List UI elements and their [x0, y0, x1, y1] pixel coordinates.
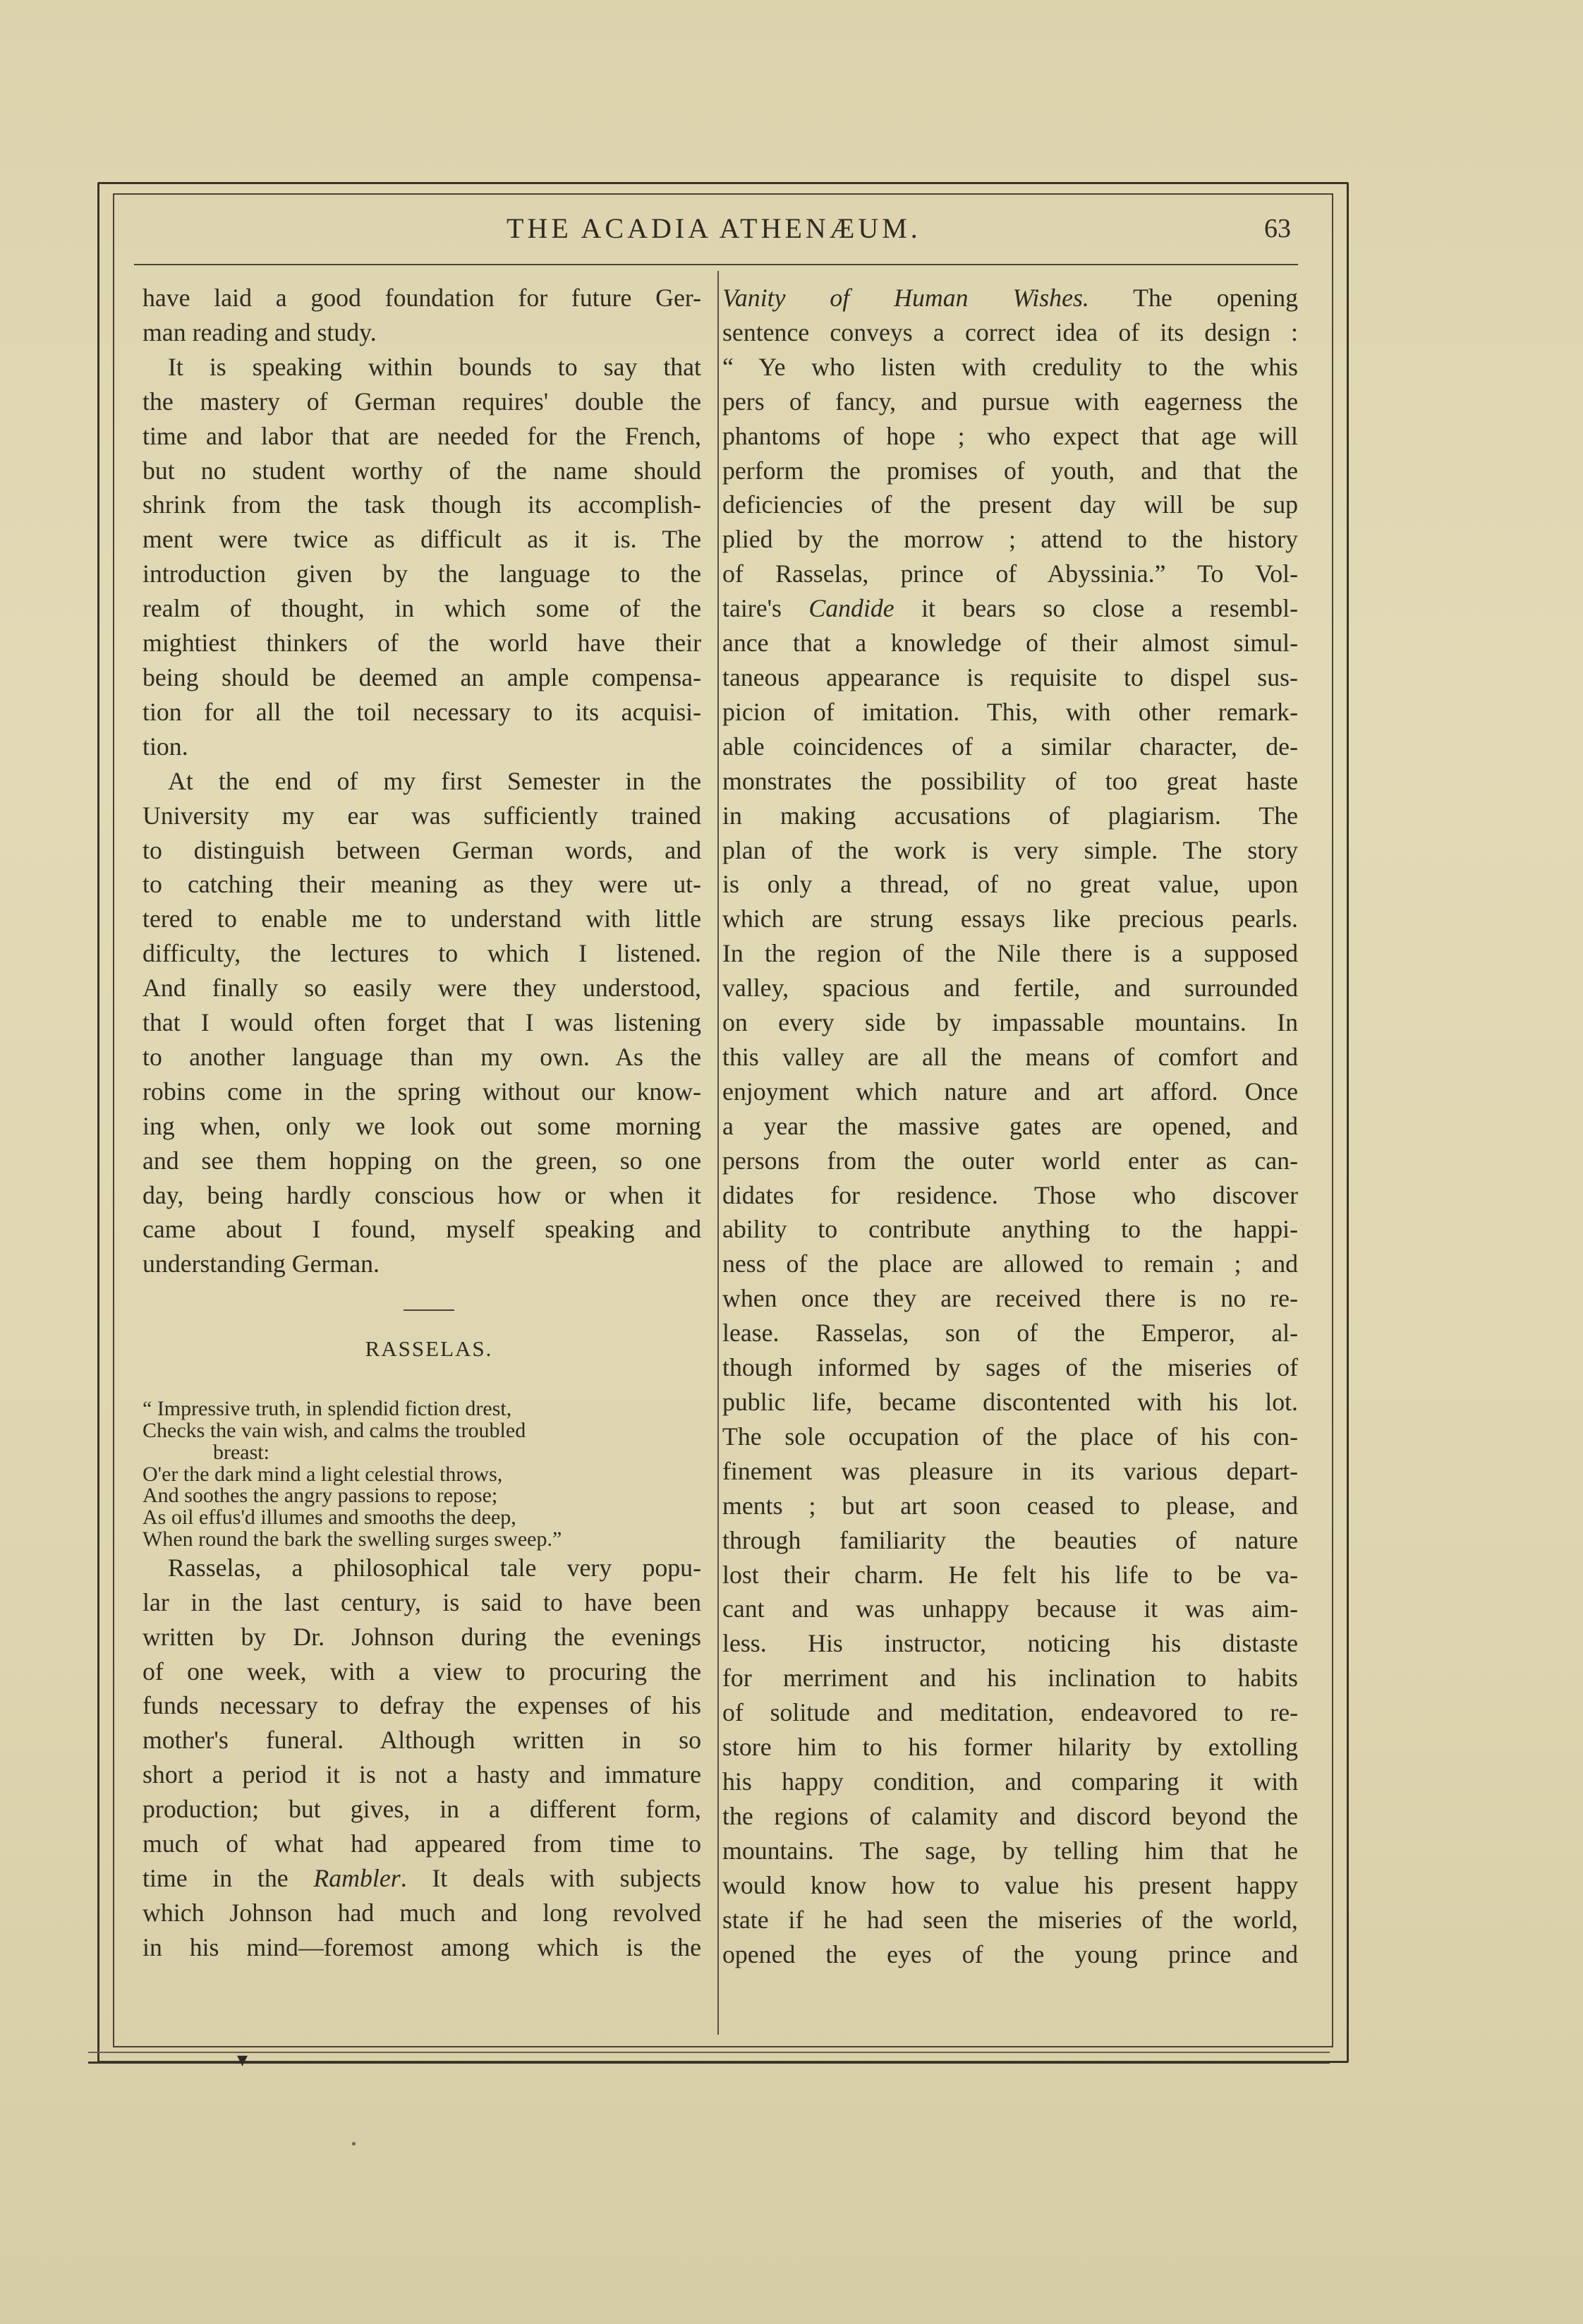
- text-line: the regions of calamity and discord beyond the: [722, 1801, 1298, 1830]
- text-line: day, being hardly conscious how or when it: [142, 1180, 701, 1209]
- text-line: opened the eyes of the young prince and: [722, 1939, 1298, 1968]
- text-line: man reading and study.: [142, 317, 377, 346]
- text-line: ing when, only we look out some morning: [142, 1111, 701, 1140]
- text-line: understanding German.: [142, 1249, 380, 1278]
- text-line: The sole occupation of the place of his con-: [722, 1422, 1298, 1451]
- text-line: monstrates the possibility of too great haste: [722, 766, 1298, 795]
- text-line: to catching their meaning as they were ut-: [142, 870, 701, 899]
- text-line: tion for all the toil necessary to its acquisi-: [142, 697, 701, 726]
- title-candide: Candide: [808, 594, 894, 623]
- text-line: of Rasselas, prince of Abyssinia.” To Vol-: [722, 559, 1298, 588]
- text-line: mountains. The sage, by telling him that he: [722, 1836, 1298, 1865]
- text-line: lar in the last century, is said to have been: [142, 1587, 701, 1616]
- text-line: of solitude and meditation, endeavored to re-: [722, 1698, 1298, 1727]
- title-rambler: Rambler: [313, 1864, 401, 1893]
- text-line: in making accusations of plagiarism. The: [722, 801, 1298, 830]
- text-line: cant and was unhappy because it was aim-: [722, 1594, 1298, 1623]
- text-line: to distinguish between German words, and: [142, 835, 701, 864]
- page-number: 63: [1264, 214, 1291, 243]
- verse-line: “ Impressive truth, in splendid fiction drest,: [142, 1397, 512, 1421]
- text-line: through familiarity the beauties of nature: [722, 1525, 1298, 1554]
- text-line: store him to his former hilarity by extolling: [722, 1733, 1298, 1762]
- text-line: short a period it is not a hasty and immature: [142, 1760, 701, 1789]
- text-line: is only a thread, of no great value, upon: [722, 870, 1298, 899]
- text-line: shrink from the task though its accomplish-: [142, 490, 701, 519]
- right-column: [722, 281, 1298, 1971]
- text-line: valley, spacious and fertile, and surrounded: [722, 974, 1298, 1003]
- text-line: ments ; but art soon ceased to please, and: [722, 1491, 1298, 1520]
- title-vanity-of-human-wishes: Vanity of Human Wishes.: [722, 284, 1089, 312]
- text-line: Rasselas, a philosophical tale very popu-: [168, 1553, 701, 1582]
- text-line: would know how to value his present happy: [722, 1870, 1298, 1899]
- text-line: this valley are all the means of comfort and: [722, 1042, 1298, 1071]
- printer-mark: ▾: [237, 2047, 248, 2072]
- text-line: though informed by sages of the miseries of: [722, 1353, 1298, 1382]
- text-line: “ Ye who listen with credulity to the whis: [722, 352, 1298, 381]
- text-line: when once they are received there is no re-: [722, 1284, 1298, 1313]
- text-line: robins come in the spring without our know-: [142, 1077, 701, 1106]
- text-line: didates for residence. Those who discover: [722, 1180, 1298, 1209]
- text-line: plied by the morrow ; attend to the history: [722, 525, 1298, 554]
- text-fragment: it bears so close a resembl-: [894, 594, 1298, 623]
- left-column: [142, 281, 701, 1965]
- text-line: public life, became discontented with his lot.: [722, 1388, 1298, 1416]
- text-line: came about I found, myself speaking and: [142, 1215, 701, 1244]
- text-line: ness of the place are allowed to remain ; and: [722, 1249, 1298, 1278]
- text-line: tered to enable me to understand with little: [142, 904, 701, 933]
- text-line: sentence conveys a correct idea of its design :: [722, 317, 1298, 346]
- text-line: In the region of the Nile there is a supposed: [722, 939, 1298, 968]
- paragraph-mastery: [142, 350, 701, 764]
- text-fragment: . It deals with subjects: [400, 1864, 701, 1893]
- text-line: to another language than my own. As the: [142, 1042, 701, 1071]
- text-line: his happy condition, and comparing it with: [722, 1767, 1298, 1796]
- text-line: in his mind—foremost among which is the: [142, 1932, 701, 1961]
- section-divider: [404, 1309, 454, 1311]
- text-line: introduction given by the language to the: [142, 559, 701, 588]
- text-line: persons from the outer world enter as can-: [722, 1146, 1298, 1175]
- text-line: on every side by impassable mountains. In: [722, 1008, 1298, 1037]
- text-line: of one week, with a view to procuring the: [142, 1657, 701, 1685]
- text-line: production; but gives, in a different form,: [142, 1795, 701, 1824]
- text-line: for merriment and his inclination to habits: [722, 1664, 1298, 1693]
- text-line: ability to contribute anything to the happi-: [722, 1215, 1298, 1244]
- text-line: written by Dr. Johnson during the evenings: [142, 1622, 701, 1651]
- text-line: which Johnson had much and long revolved: [142, 1898, 701, 1927]
- text-line: At the end of my first Semester in the: [168, 766, 701, 795]
- text-line: much of what had appeared from time to: [142, 1829, 701, 1858]
- text-line: mightiest thinkers of the world have their: [142, 629, 701, 658]
- text-line: And finally so easily were they understood,: [142, 974, 701, 1003]
- text-line: taneous appearance is requisite to dispel sus-: [722, 662, 1298, 691]
- verse-line-continuation: breast:: [213, 1440, 269, 1464]
- text-line: It is speaking within bounds to say that: [168, 352, 701, 381]
- verse-line: When round the bark the swelling surges sweep.”: [142, 1527, 562, 1551]
- paragraph-semester: [142, 764, 701, 1282]
- text-line: plan of the work is very simple. The story: [722, 835, 1298, 864]
- verse-line: And soothes the angry passions to repose;: [142, 1484, 498, 1508]
- text-line-rambler: [142, 1861, 701, 1896]
- running-title: THE ACADIA ATHENÆUM.: [507, 212, 921, 244]
- text-line: lease. Rasselas, son of the Emperor, al-: [722, 1319, 1298, 1348]
- text-fragment: taire's: [722, 594, 809, 623]
- text-fragment: time in the: [142, 1864, 314, 1893]
- text-line: funds necessary to defray the expenses of his: [142, 1691, 701, 1720]
- text-line: but no student worthy of the name should: [142, 456, 701, 485]
- text-line: lost their charm. He felt his life to be va-: [722, 1560, 1298, 1589]
- text-line: enjoyment which nature and art afford. Once: [722, 1077, 1298, 1106]
- text-line: being should be deemed an ample compensa-: [142, 662, 701, 691]
- text-line: pers of fancy, and pursue with eagerness the: [722, 387, 1298, 416]
- text-line: able coincidences of a similar character, de-: [722, 732, 1298, 761]
- text-line: and see them hopping on the green, so one: [142, 1146, 701, 1175]
- text-line: University my ear was sufficiently trained: [142, 801, 701, 830]
- column-divider: [717, 271, 719, 2035]
- text-line: which are strung essays like precious pearls.: [722, 904, 1298, 933]
- text-line: ance that a knowledge of their almost simul-: [722, 629, 1298, 658]
- text-line: less. His instructor, noticing his distaste: [722, 1629, 1298, 1658]
- header-rule: [134, 264, 1298, 265]
- text-line: realm of thought, in which some of the: [142, 594, 701, 623]
- text-line: have laid a good foundation for future Ger-: [142, 284, 701, 312]
- bottom-rule: [88, 2062, 1330, 2064]
- section-title-rasselas: RASSELAS.: [365, 1336, 493, 1362]
- bottom-rule-upper: [88, 2052, 1330, 2053]
- verse-line: As oil effus'd illumes and smooths the deep,: [142, 1506, 516, 1530]
- paper-speck: [352, 2142, 356, 2146]
- text-line: finement was pleasure in its various depart-: [722, 1456, 1298, 1485]
- text-line-candide: [722, 591, 1298, 626]
- paragraph-german-foundation: [142, 281, 701, 350]
- text-line: perform the promises of youth, and that the: [722, 456, 1298, 485]
- epigraph-verse: [142, 1398, 701, 1551]
- text-line: the mastery of German requires' double the: [142, 387, 701, 416]
- verse-line: Checks the vain wish, and calms the troubled: [142, 1419, 526, 1443]
- text-fragment: The opening: [1088, 284, 1298, 312]
- text-line: mother's funeral. Although written in so: [142, 1726, 701, 1755]
- text-line: a year the massive gates are opened, and: [722, 1111, 1298, 1140]
- paragraph-rasselas-continued: [722, 281, 1298, 1971]
- text-line: state if he had seen the miseries of the world,: [722, 1905, 1298, 1934]
- text-line: ment were twice as difficult as it is. The: [142, 525, 701, 554]
- text-line: deficiencies of the present day will be sup: [722, 490, 1298, 519]
- text-line-vanity: [722, 281, 1298, 315]
- text-line: phantoms of hope ; who expect that age will: [722, 421, 1298, 450]
- text-line: difficulty, the lectures to which I listened.: [142, 939, 701, 968]
- text-line: tion.: [142, 732, 188, 761]
- text-line: picion of imitation. This, with other remark-: [722, 697, 1298, 726]
- text-line: that I would often forget that I was listening: [142, 1008, 701, 1037]
- verse-line: O'er the dark mind a light celestial throws,: [142, 1462, 503, 1486]
- paragraph-rasselas-intro: [142, 1551, 701, 1965]
- text-line: time and labor that are needed for the French,: [142, 421, 701, 450]
